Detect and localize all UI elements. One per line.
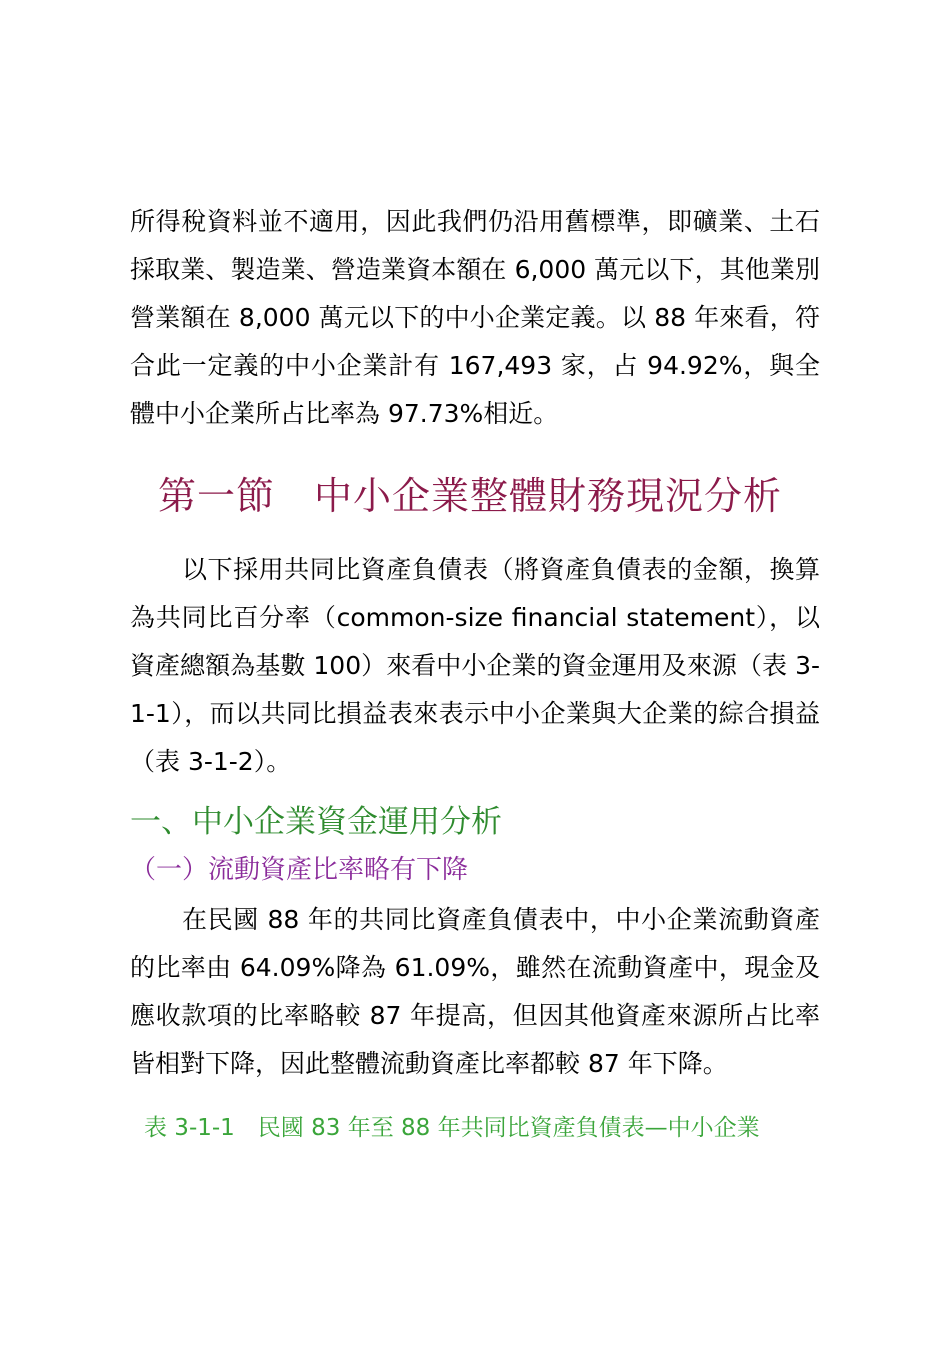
table-caption: 表 3-1-1 民國 83 年至 88 年共同比資產負債表—中小企業 — [144, 1115, 760, 1141]
method-paragraph: 以下採用共同比資產負債表（將資產負債表的金額，換算為共同比百分率（common-size financial statement），以資產總額為基數 100）來看中小企業的資金運用及來源（表 3-1-1），而以共同比損益表來表示中小企業與大企業的綜合損益（表 3-1-2）。 — [130, 555, 820, 776]
current-assets-paragraph: 在民國 88 年的共同比資產負債表中，中小企業流動資產的比率由 64.09%降為 61.09%，雖然在流動資產中，現金及應收款項的比率略較 87 年提高，但因其他資產來源所占比率皆相對下降，因此整體流動資產比率都較 87 年下降。 — [130, 905, 820, 1078]
document-page — [130, 198, 820, 1148]
subsection-heading: 一、中小企業資金運用分析 — [130, 804, 502, 840]
subsubsection-heading: （一）流動資產比率略有下降 — [130, 855, 469, 885]
section-title: 第一節 中小企業整體財務現況分析 — [158, 474, 783, 518]
intro-paragraph: 所得稅資料並不適用，因此我們仍沿用舊標準，即礦業、土石採取業、製造業、營造業資本額在 6,000 萬元以下，其他業別營業額在 8,000 萬元以下的中小企業定義。以 88 年來看，符合此一定義的中小企業計有 167,493 家，占 94.92%，與全體中小企業所占比率為 97.73%相近。 — [130, 207, 820, 428]
